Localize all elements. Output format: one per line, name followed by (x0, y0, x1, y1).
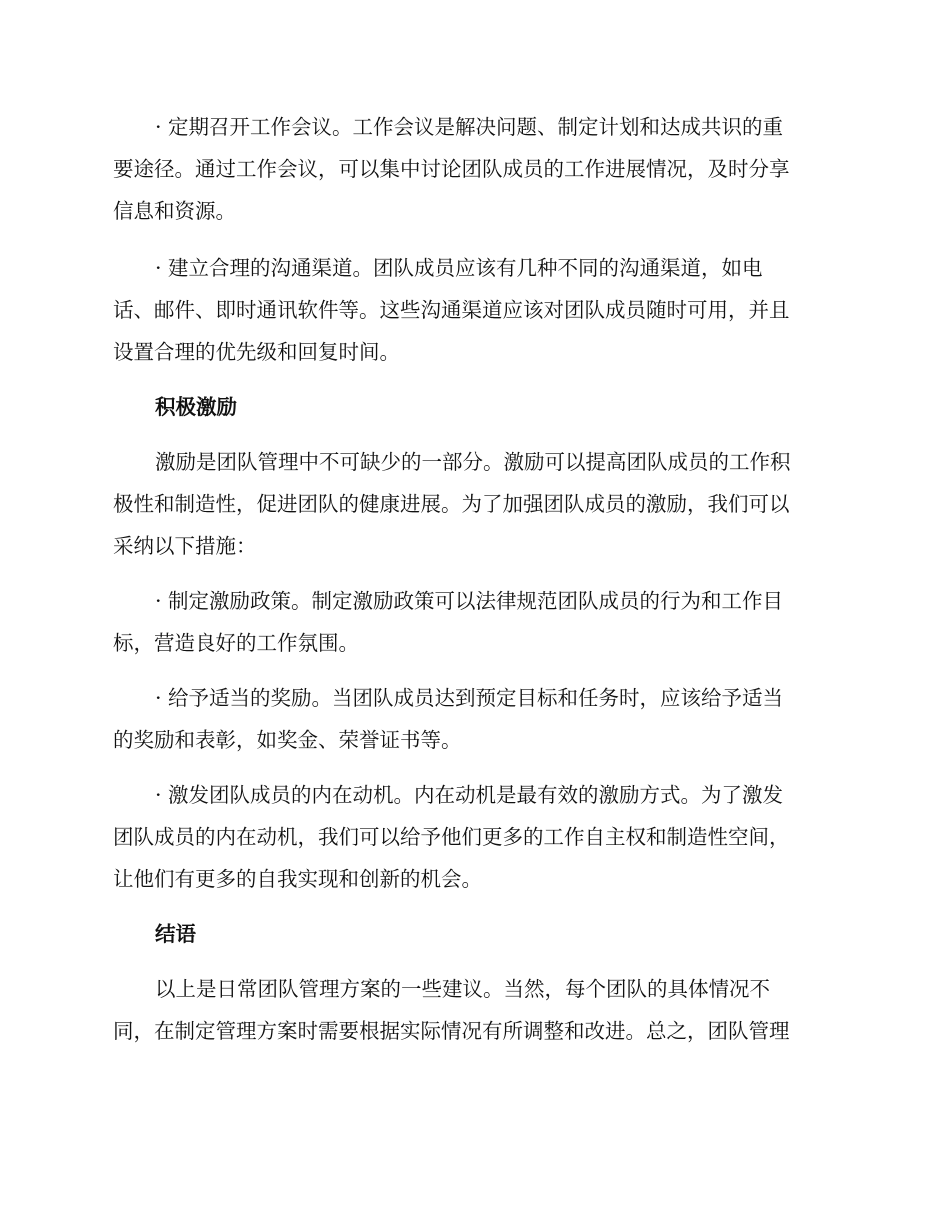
paragraph-line: 话、邮件、即时通讯软件等。这些沟通渠道应该对团队成员随时可用，并且 (113, 298, 790, 322)
paragraph-line: · 给予适当的奖励。当团队成员达到预定目标和任务时，应该给予适当 (155, 686, 784, 710)
paragraph-line: 以上是日常团队管理方案的一些建议。当然，每个团队的具体情况不 (155, 977, 770, 1001)
paragraph-line: 激励是团队管理中不可缺少的一部分。激励可以提高团队成员的工作积 (155, 450, 791, 474)
paragraph-line: · 激发团队成员的内在动机。内在动机是最有效的激励方式。为了激发 (155, 783, 784, 807)
paragraph-line: 信息和资源。 (113, 199, 236, 223)
paragraph-line: 要途径。通过工作会议，可以集中讨论团队成员的工作进展情况，及时分享 (113, 157, 790, 181)
paragraph-line: 同，在制定管理方案时需要根据实际情况有所调整和改进。总之，团队管理 (113, 1019, 790, 1043)
section-heading: 积极激励 (155, 395, 237, 419)
paragraph-line: 的奖励和表彰，如奖金、荣誉证书等。 (113, 728, 462, 752)
paragraph-line: 团队成员的内在动机，我们可以给予他们更多的工作自主权和制造性空间， (113, 825, 790, 849)
paragraph-line: 设置合理的优先级和回复时间。 (113, 340, 400, 364)
paragraph-line: · 制定激励政策。制定激励政策可以法律规范团队成员的行为和工作目 (155, 589, 784, 613)
paragraph-line: 标，营造良好的工作氛围。 (113, 631, 359, 655)
paragraph-line: 让他们有更多的自我实现和创新的机会。 (113, 867, 482, 891)
section-heading: 结语 (155, 922, 196, 946)
paragraph-line: · 建立合理的沟通渠道。团队成员应该有几种不同的沟通渠道，如电 (155, 256, 763, 280)
paragraph-line: · 定期召开工作会议。工作会议是解决问题、制定计划和达成共识的重 (155, 115, 784, 139)
paragraph-line: 极性和制造性，促进团队的健康进展。为了加强团队成员的激励，我们可以 (113, 492, 790, 516)
paragraph-line: 采纳以下措施： (113, 534, 257, 558)
